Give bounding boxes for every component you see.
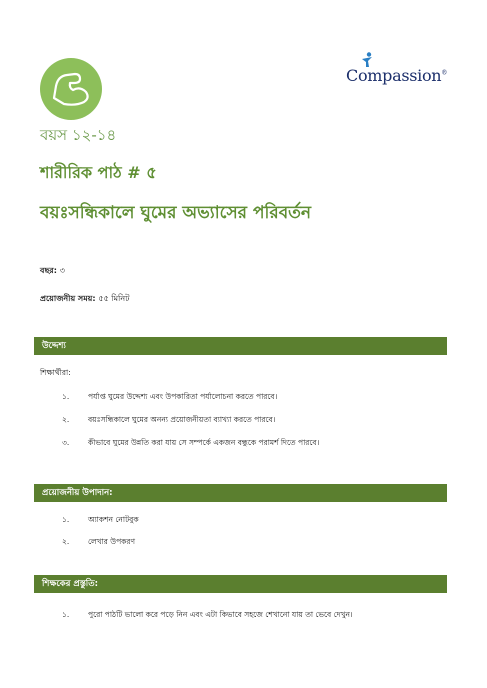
page-title: বয়ঃসন্ধিকালে ঘুমের অভ্যাসের পরিবর্তন <box>40 203 312 223</box>
brand-logo <box>346 52 446 88</box>
brand-name: Compassion® <box>346 66 448 85</box>
time-label: প্রয়োজনীয় সময় <box>40 294 93 303</box>
year-value: ৩ <box>59 266 65 275</box>
time-value: ৫৫ মিনিট <box>98 294 130 303</box>
objectives-heading: উদ্দেশ্য <box>34 337 447 355</box>
objective-item: বয়ঃসন্ধিকালে ঘুমের অনন্য প্রয়োজনীয়তা ব্যাখ্যা করতে পারবে। <box>88 415 276 424</box>
year-label: বছর <box>40 266 54 275</box>
objective-num: ২. <box>62 415 70 424</box>
year-line: বছর: ৩ <box>40 266 65 275</box>
flexed-arm-icon <box>40 58 102 120</box>
material-item: লেখার উপকরণ <box>88 537 136 546</box>
prep-item: পুরো পাঠটি ভালো করে পড়ে নিন এবং এটা কিভাবে সহজে শেখানো যায় তা ভেবে দেখুন। <box>88 610 353 619</box>
objective-num: ৩. <box>62 438 70 447</box>
age-range: বয়স ১২-১৪ <box>40 126 117 144</box>
material-item: অ্যাকশন নোটবুক <box>88 515 139 524</box>
lesson-number: শারীরিক পাঠ # ৫ <box>40 163 157 182</box>
objective-num: ১. <box>62 392 70 401</box>
materials-heading: প্রয়োজনীয় উপাদান: <box>34 484 447 502</box>
material-num: ২. <box>62 537 70 546</box>
objectives-intro: শিক্ষার্থীরা: <box>40 368 71 377</box>
material-num: ১. <box>62 515 70 524</box>
objective-item: পর্যাপ্ত ঘুমের উদ্দেশ্য এবং উপকারিতা পর্যালোচনা করতে পারবে। <box>88 392 278 401</box>
objective-item: কীভাবে ঘুমের উন্নতি করা যায় সে সম্পর্কে একজন বন্ধুকে পরামর্শ দিতে পারবে। <box>88 438 320 447</box>
prep-num: ১. <box>62 610 70 619</box>
prep-heading: শিক্ষকের প্রস্তুতি: <box>34 575 447 593</box>
time-line: প্রয়োজনীয় সময়: ৫৫ মিনিট <box>40 294 130 303</box>
